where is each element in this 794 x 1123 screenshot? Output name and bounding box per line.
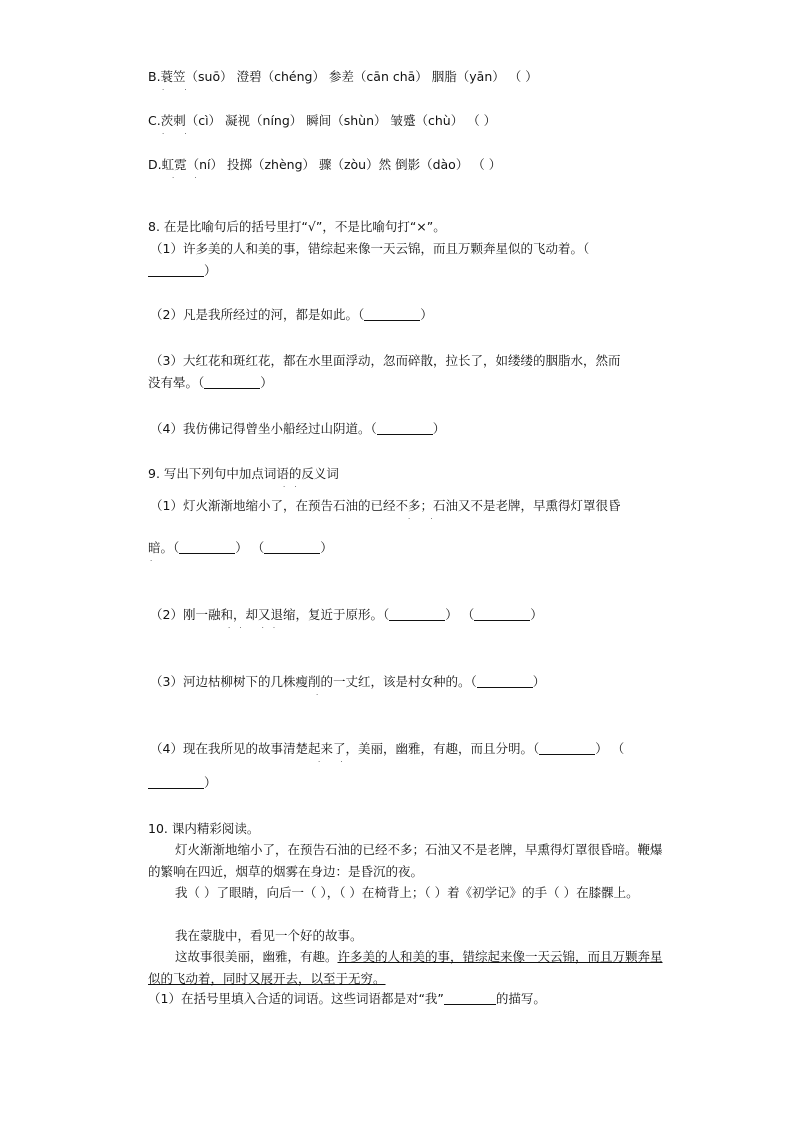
- answer-blank[interactable]: [539, 742, 595, 755]
- underlined-sentence: 许多美的人和美的事，错综起来像一天云锦，而且万颗奔星似的飞动着，同时又展开去，以至于无穷。: [148, 949, 663, 986]
- q10-paragraph-2: 我（ ）了眼睛，向后一（ ），（ ）在椅背上；（ ）着《初学记》的手（ ）在膝髁上。: [175, 885, 639, 900]
- q8-item-3-line1: （3）大红花和斑红花，都在水里面浮动，忽而碎散，拉长了，如缕缕的胭脂水，然而: [150, 353, 621, 368]
- q9-title: 9. 写出下列句中加点词语的反义词: [148, 466, 339, 481]
- q10-paragraph-3: 我在蒙胧中，看见一个好的故事。: [175, 928, 363, 943]
- emphasis-dots: · ·: [162, 130, 196, 138]
- q10-paragraph-1: 灯火渐渐地缩小了，在预告石油的已经不多；石油又不是老牌，早熏得灯罩很昏暗。鞭爆的繁响在四近，烟草的烟雾在身边：是昏沉的夜。: [148, 842, 663, 879]
- answer-blank[interactable]: [204, 376, 260, 389]
- emphasis-dots: ·· ··: [228, 624, 285, 632]
- answer-blank[interactable]: [264, 541, 320, 554]
- emphasis-dots: · ·: [318, 758, 352, 766]
- q9-item-2: （2）刚一融和，却又退缩，复近于原形。（ ） （ ）: [150, 607, 543, 622]
- q10-subquestion-1: （1）在括号里填入合适的词语。这些词语都是对“我” 的描写。: [148, 991, 546, 1006]
- q8-item-4: （4）我仿佛记得曾坐小船经过山阴道。（ ）: [150, 421, 446, 436]
- q9-item-1-line2: 暗。（ ） （ ）: [148, 540, 333, 555]
- q9-item-4-line1: （4）现在我所见的故事清楚起来了，美丽，幽雅，有趣，而且分明。（ ） （: [150, 741, 625, 756]
- emphasis-dots: ·: [150, 557, 162, 565]
- answer-blank[interactable]: [477, 675, 533, 688]
- q8-title: 8. 在是比喻句后的括号里打“√”，不是比喻句打“×”。: [148, 219, 446, 234]
- answer-blank[interactable]: [444, 992, 496, 1005]
- answer-blank[interactable]: [377, 422, 433, 435]
- answer-blank[interactable]: [364, 308, 420, 321]
- q10-title: 10. 课内精彩阅读。: [148, 821, 260, 836]
- q9-item-1-line1: （1）灯火渐渐地缩小了，在预告石油的已经不多；石油又不是老牌，早熏得灯罩很昏: [150, 498, 621, 513]
- q8-item-3-line2: 没有晕。（ ）: [148, 375, 273, 390]
- q8-item-2-text: （2）凡是我所经过的河，都是如此。（: [150, 307, 365, 322]
- answer-blank[interactable]: [474, 608, 530, 621]
- q8-item-1-text: （1）许多美的人和美的事，错综起来像一天云锦，而且万颗奔星似的飞动着。（: [150, 241, 590, 256]
- q10-paragraph-4: 这故事很美丽，幽雅，有趣。许多美的人和美的事，错综起来像一天云锦，而且万颗奔星似的飞动着，同时又展开去，以至于无穷。: [148, 949, 663, 986]
- q7-option-b: B.蓑笠（suō） 澄碧（chéng） 参差（cān chā） 胭脂（yān） （ ）: [148, 69, 538, 84]
- answer-blank[interactable]: [389, 608, 445, 621]
- answer-blank[interactable]: [148, 776, 204, 789]
- q7-option-c: C.茨刺（cì） 凝视（níng） 瞬间（shùn） 皱蹙（chù） （ ）: [148, 113, 497, 128]
- answer-blank[interactable]: [179, 541, 235, 554]
- emphasis-dots: ·: [316, 691, 328, 699]
- q8-item-1: [150, 240, 589, 258]
- q8-item-4-text: （4）我仿佛记得曾坐小船经过山阴道。（: [150, 421, 377, 436]
- answer-blank[interactable]: [148, 264, 204, 277]
- emphasis-dots: · ·: [162, 86, 196, 94]
- q8-item-1-answer: ）: [148, 262, 217, 280]
- emphasis-dots: ··: [283, 483, 306, 491]
- q8-item-2: （2）凡是我所经过的河，都是如此。（ ）: [150, 307, 433, 322]
- emphasis-dots: · ·: [172, 174, 206, 182]
- q9-item-3: （3）河边枯柳树下的几株瘦削的一丈红，该是村女种的。（ ）: [150, 674, 546, 689]
- emphasis-dots: · ·: [408, 515, 442, 523]
- q9-item-4-line2: ）: [148, 774, 217, 792]
- q7-option-d: D.虹霓（ní） 投掷（zhèng） 骤（zòu）然 倒影（dào） （ ）: [148, 157, 502, 172]
